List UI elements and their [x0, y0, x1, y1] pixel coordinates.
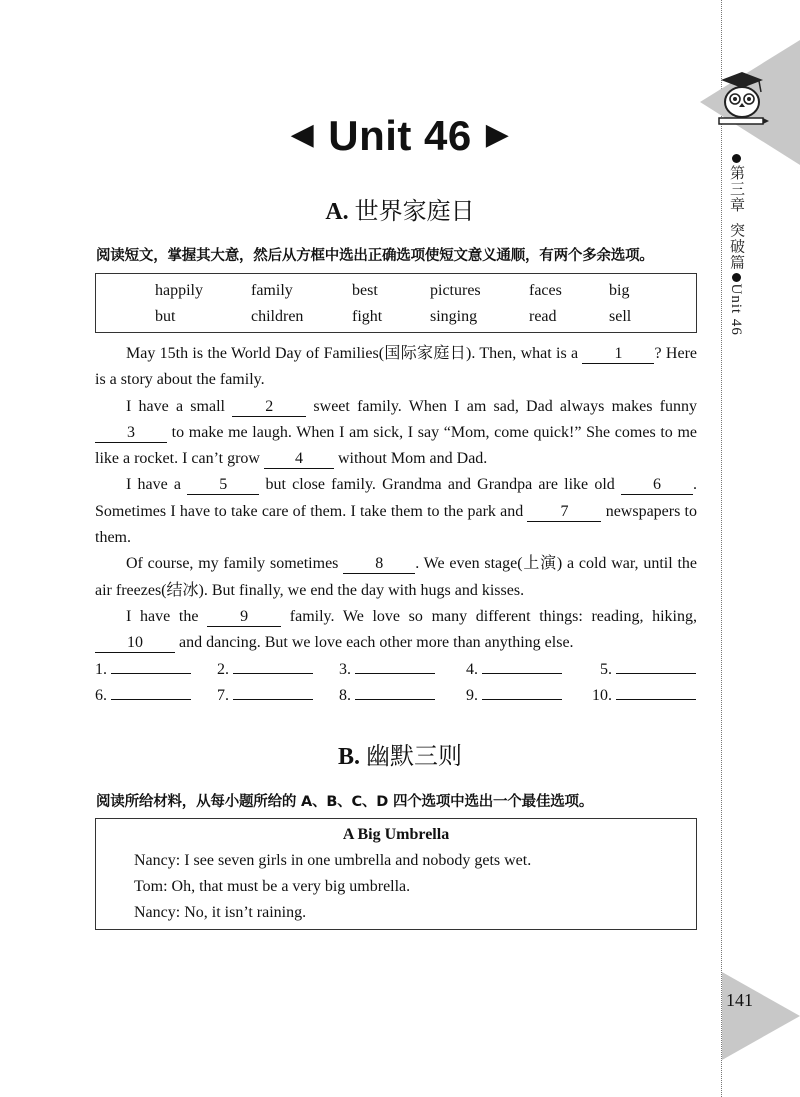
sidebar-section: 突破篇	[728, 222, 744, 271]
word-bank-word: children	[251, 308, 304, 325]
answer-label: 10.	[592, 687, 612, 704]
answer-underline	[355, 659, 435, 674]
section-a-heading: 世界家庭日	[354, 197, 475, 225]
passage-text: I have a small	[126, 397, 233, 415]
answer-line-3[interactable]	[339, 659, 435, 679]
answer-underline	[482, 659, 562, 674]
passage-text: and dancing. But we love each other more than anything else.	[175, 634, 574, 652]
section-a-title	[0, 191, 800, 226]
passage-text: Of course, my family sometimes	[126, 555, 344, 573]
word-bank-word: best	[352, 282, 378, 299]
blank-5: 5	[187, 476, 259, 495]
blank-1: 1	[582, 345, 654, 364]
blank-7: 7	[527, 503, 601, 522]
joke-title: A Big Umbrella	[342, 826, 450, 843]
passage-text: May 15th is the World Day of Families(国际家庭日). Then, what is a	[126, 345, 583, 362]
unit-title-text: Unit 46	[328, 112, 472, 159]
passage-text: without Mom and Dad.	[333, 450, 488, 468]
blank-8: 8	[343, 555, 415, 574]
answer-line-4[interactable]	[466, 659, 562, 679]
section-a-instruction: 阅读短文，掌握其大意，然后从方框中选出正确选项使短文意义通顺，有两个多余选项。	[96, 248, 654, 264]
answer-line-7[interactable]	[217, 685, 313, 705]
answer-label: 7.	[217, 687, 229, 704]
answer-underline	[233, 685, 313, 700]
passage-text: to make me laugh. When I am sick, I say “Mom, come quick!” She comes to me like a rocket. I can’t grow	[95, 423, 697, 468]
passage-text: family. We love so many different things: reading, hiking,	[281, 607, 698, 625]
joke-line: Nancy: No, it isn’t raining.	[134, 904, 307, 921]
passage-text: newspapers to them.	[95, 502, 697, 547]
word-bank-word: big	[609, 282, 630, 299]
answer-line-5[interactable]	[600, 659, 696, 679]
section-b-title	[0, 736, 800, 771]
word-bank-word: pictures	[430, 282, 481, 299]
blank-3: 3	[95, 424, 167, 443]
answer-label: 5.	[600, 661, 612, 678]
passage-paragraph	[95, 551, 697, 604]
word-bank-box	[95, 273, 697, 333]
answer-line-6[interactable]	[95, 685, 191, 705]
word-bank-word: sell	[609, 308, 632, 325]
answer-underline	[111, 685, 191, 700]
section-b-letter: B.	[337, 744, 360, 770]
answer-label: 4.	[466, 661, 478, 678]
answer-line-8[interactable]	[339, 685, 435, 705]
word-bank-word: singing	[430, 308, 478, 325]
sidebar-dot-icon	[732, 273, 741, 282]
answer-underline	[616, 659, 696, 674]
word-bank-word: read	[529, 308, 557, 325]
page-number: 141	[726, 990, 753, 1010]
answer-line-10[interactable]	[592, 685, 696, 705]
right-arrow-icon: ▶	[485, 118, 510, 151]
answer-label: 1.	[95, 661, 107, 678]
chapter-sidebar-label	[726, 152, 747, 336]
answer-underline	[482, 685, 562, 700]
answer-underline	[233, 659, 313, 674]
passage-text: I have a	[126, 476, 188, 494]
answer-label: 9.	[466, 687, 478, 704]
blank-9: 9	[207, 608, 281, 627]
passage-text: . We even stage(上演) a cold war, until the air freezes(结冰). But finally, we end the day with hugs and kisses.	[95, 555, 697, 599]
blank-2: 2	[232, 398, 306, 417]
joke-line: Nancy: I see seven girls in one umbrella and nobody gets wet.	[134, 852, 532, 869]
blank-6: 6	[621, 476, 693, 495]
answer-label: 8.	[339, 687, 351, 704]
answer-line-1[interactable]	[95, 659, 191, 679]
answer-line-2[interactable]	[217, 659, 313, 679]
unit-title	[0, 112, 800, 160]
answer-underline	[355, 685, 435, 700]
passage-paragraph	[95, 472, 697, 551]
answer-label: 3.	[339, 661, 351, 678]
section-b-heading: 幽默三则	[366, 742, 462, 770]
word-bank-word: faces	[529, 282, 562, 299]
passage-paragraph	[95, 341, 697, 394]
answer-underline	[111, 659, 191, 674]
word-bank-word: happily	[155, 282, 203, 299]
passage-paragraph	[95, 604, 697, 657]
left-arrow-icon: ◀	[290, 118, 315, 151]
word-bank-word: family	[251, 282, 293, 299]
corner-triangle-bottom	[722, 972, 800, 1060]
word-bank-word: but	[155, 308, 176, 325]
word-bank-word: fight	[352, 308, 383, 325]
reading-passage	[95, 341, 697, 657]
section-a-letter: A.	[325, 199, 349, 225]
joke-box	[95, 818, 697, 930]
passage-text: . Sometimes I have to take care of them. I take them to the park and	[95, 476, 698, 520]
answer-line-9[interactable]	[466, 685, 562, 705]
blank-10: 10	[95, 634, 175, 653]
answer-underline	[616, 685, 696, 700]
sidebar-chapter: 第三章	[728, 165, 744, 213]
section-b-instruction: 阅读所给材料，从每小题所给的 A、B、C、D 四个选项中选出一个最佳选项。	[96, 794, 594, 810]
passage-text: sweet family. When I am sad, Dad always makes funny	[306, 397, 698, 415]
blank-4: 4	[264, 450, 334, 469]
passage-text: I have the	[126, 607, 208, 625]
passage-text: but close family. Grandma and Grandpa are like old	[259, 476, 622, 494]
passage-paragraph	[95, 394, 697, 473]
passage-text: ? Here is a story about the family.	[95, 345, 698, 389]
answer-label: 6.	[95, 687, 107, 704]
joke-line: Tom: Oh, that must be a very big umbrella.	[134, 878, 411, 895]
sidebar-unit: Unit 46	[728, 283, 744, 336]
answer-label: 2.	[217, 661, 229, 678]
